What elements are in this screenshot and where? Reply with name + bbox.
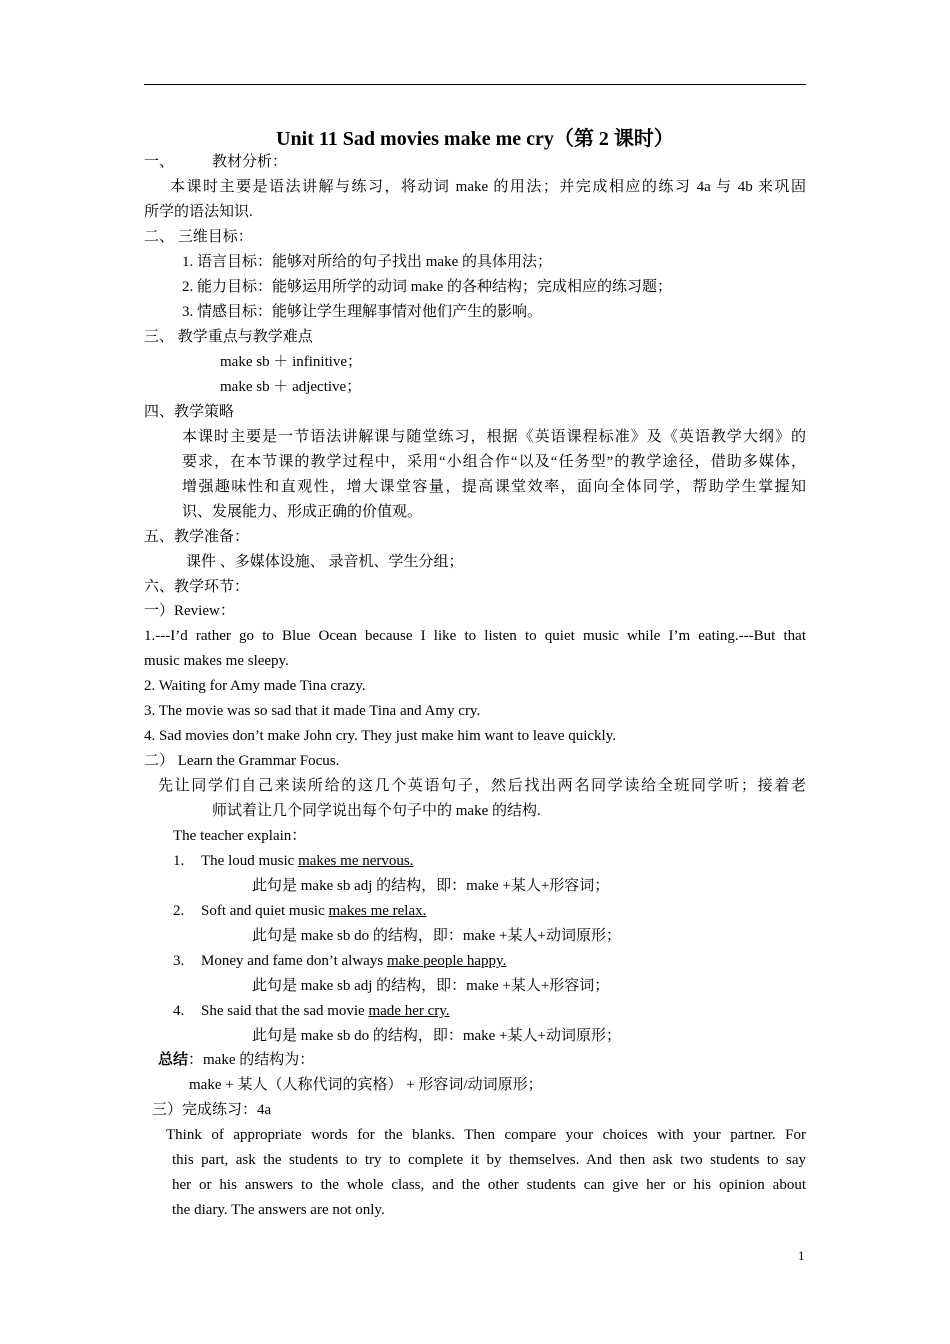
summary-formula: make + 某人（人称代词的宾格） + 形容词/动词原形； [189,1077,543,1093]
objective-item: 1. 语言目标：能够对所给的句子找出 make 的具体用法； [182,254,552,270]
section1-heading: 教材分析： [212,154,288,170]
objective-item: 2. 能力目标：能够运用所学的动词 make 的各种结构；完成相应的练习题； [182,279,672,295]
strategy-line: 要求，在本节课的教学过程中，采用“小组合作“以及“任务型”的教学途径，借助多媒体， [182,454,806,470]
example-number: 4. [173,1003,185,1019]
example-sentence [201,901,426,921]
grammar-paragraph-line2: 师试着让几个同学说出每个句子中的 make 的结构. [212,803,541,819]
exercise-heading: 三）完成练习：4a [152,1102,272,1118]
grammar-heading: 二） Learn the Grammar Focus. [144,753,340,769]
example-number: 2. [173,903,185,919]
example-text: Money and fame don’t always [201,953,387,969]
grammar-paragraph-line1: 先让同学们自己来读所给的这几个英语句子，然后找出两名同学读给全班同学听；接着老 [158,778,806,794]
exercise-line: her or his answers to the whole class, and the other students can give her or his opinion about [172,1177,806,1193]
example-note: 此句是 make sb do 的结构，即：make +某人+动词原形； [252,928,621,944]
preparation-content: 课件 、多媒体设施、 录音机、学生分组； [186,554,464,570]
key-point-item: make sb ＋ infinitive； [220,354,363,370]
objective-item: 3. 情感目标：能够让学生理解事情对他们产生的影响。 [182,304,543,320]
review-heading: 一）Review： [144,603,235,619]
example-number: 3. [173,953,185,969]
review-line: 4. Sad movies don’t make John cry. They just make him want to leave quickly. [144,728,616,744]
example-underlined: make people happy. [386,953,507,969]
exercise-line: the diary. The answers are not only. [172,1202,385,1218]
exercise-line: Think of appropriate words for the blanks. Then compare your choices with your partner. For [166,1127,806,1143]
example-sentence [201,1001,450,1021]
review-line: music makes me sleepy. [144,653,289,669]
summary-text: ：make 的结构为： [188,1052,315,1068]
example-sentence [201,851,413,871]
example-text: The loud music [201,853,299,869]
summary-label: 总结 [158,1052,189,1068]
section1-paragraph-line1: 本课时主要是语法讲解与练习，将动词 make 的用法；并完成相应的练习 4a 与 4b 来巩固 [170,179,806,195]
key-point-item: make sb ＋ adjective； [220,379,362,395]
example-underlined: made her cry. [368,1003,450,1019]
review-line: 2. Waiting for Amy made Tina crazy. [144,678,366,694]
example-underlined: makes me nervous. [298,853,414,869]
section4-heading: 四、教学策略 [144,404,235,420]
example-number: 1. [173,853,185,869]
teacher-explain: The teacher explain： [173,828,307,844]
section1-number: 一、 [144,154,175,170]
summary-line [158,1050,314,1070]
example-text: She said that the sad movie [201,1003,369,1019]
example-note: 此句是 make sb adj 的结构，即：make +某人+形容词； [252,978,610,994]
example-sentence [201,951,506,971]
section5-heading: 五、教学准备： [144,529,250,545]
strategy-line: 本课时主要是一节语法讲解课与随堂练习，根据《英语课程标准》及《英语教学大纲》的 [182,429,806,445]
section1-paragraph-line2: 所学的语法知识. [144,204,253,220]
example-text: Soft and quiet music [201,903,329,919]
page-number: 1 [798,1248,805,1263]
review-line: 3. The movie was so sad that it made Tina and Amy cry. [144,703,481,719]
example-note: 此句是 make sb do 的结构，即：make +某人+动词原形； [252,1028,621,1044]
strategy-line: 识、发展能力、形成正确的价值观。 [182,504,423,520]
review-line: 1.---I’d rather go to Blue Ocean because I like to listen to quiet music while I’m eating.---But that [144,628,806,644]
header-rule [144,84,806,85]
example-underlined: makes me relax. [328,903,427,919]
section6-heading: 六、教学环节： [144,579,250,595]
section2-heading: 二、 三维目标： [144,229,253,245]
exercise-line: this part, ask the students to try to complete it by themselves. And then ask two students to say [172,1152,806,1168]
section3-heading: 三、 教学重点与教学难点 [144,329,313,345]
strategy-line: 增强趣味性和直观性，增大课堂容量，提高课堂效率，面向全体同学，帮助学生掌握知 [182,479,806,495]
document-title: Unit 11 Sad movies make me cry（第 2 课时） [276,128,674,150]
example-note: 此句是 make sb adj 的结构，即：make +某人+形容词； [252,878,610,894]
